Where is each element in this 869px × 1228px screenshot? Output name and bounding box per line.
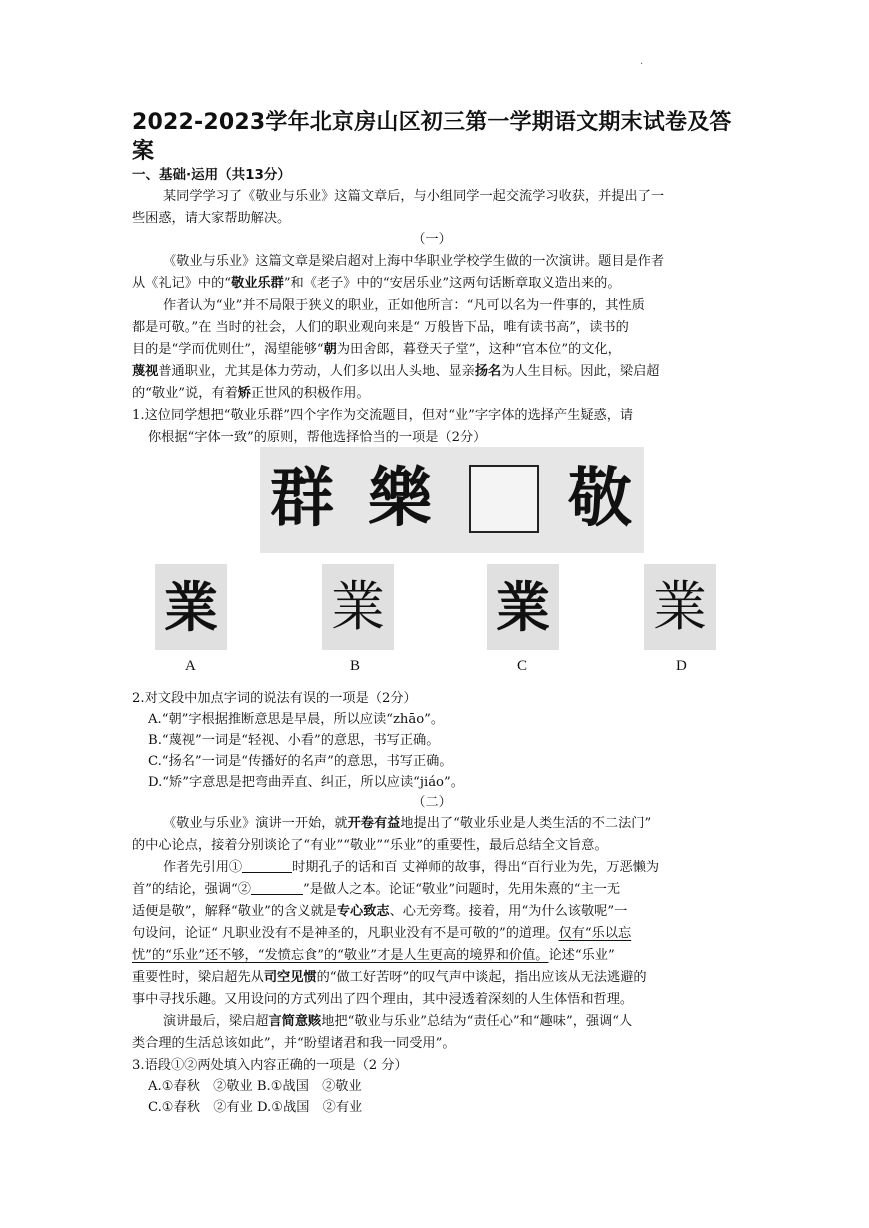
option-image-c[interactable] (487, 564, 559, 650)
text-span: 作者先引用① (163, 860, 243, 875)
dotted-term: 专心致志 (336, 904, 390, 919)
text-span: 地把“敬业与乐业”总结为“责任心”和“趣味”，强调“人 (321, 1014, 633, 1029)
text-span: 首”的结论，强调“② (132, 882, 251, 897)
choice-c: C.“扬名”一词是“传播好的名声”的意思，书写正确。 (148, 754, 453, 769)
question-2-stem: 2.对文段中加点字词的说法有误的一项是（2分） (132, 691, 417, 706)
choice-a: A.“朝”字根据推断意思是早晨，所以应读“zhāo”。 (148, 712, 445, 727)
option-label-a: A (185, 658, 196, 674)
underlined-sentence: 仅有“乐以忘 (558, 926, 632, 941)
part1-line: 作者认为“业”并不局限于狭义的职业，正如他所言：“凡可以名为一件事的，其性质 (163, 298, 645, 313)
dotted-term: 言简意赅 (268, 1014, 322, 1029)
text-span: 为田舍郎，暮登天子堂”，这种“官本位”的文化， (336, 342, 621, 357)
dotted-term: 开卷有益 (347, 816, 401, 831)
calligraphy-char: 樂 (368, 461, 432, 536)
dotted-term: 矫 (237, 386, 251, 401)
choice-b: B.“蔑视”一词是“轻视、小看”的意思，书写正确。 (148, 733, 440, 748)
option-image-d[interactable] (644, 564, 716, 650)
text-span: ”和《老子》中的“安居乐业”这两句话断章取义造出来的。 (283, 276, 621, 291)
part2-line (163, 857, 659, 879)
part-one-label: （一） (412, 232, 452, 247)
part1-line (132, 339, 621, 361)
fill-blank-1[interactable] (242, 858, 292, 873)
part2-line: 的中心论点，接着分别谈论了“有业”“敬业”“乐业”的重要性，最后总结全文旨意。 (132, 838, 608, 853)
text-span: 重要性时，梁启超先从 (132, 970, 264, 985)
part1-line (132, 273, 621, 295)
text-span: 论述“乐业” (548, 948, 615, 963)
text-span: 地提出了“敬业乐业是人类生活的不二法门” (400, 816, 652, 831)
part2-line (132, 967, 647, 989)
part1-line (132, 361, 660, 383)
calligraphy-char: 敬 (568, 461, 632, 536)
section-heading: 一、基础·运用（共13分） (132, 167, 291, 183)
calligraphy-char: 群 (270, 461, 334, 536)
option-label-d: D (676, 658, 687, 674)
underlined-sentence: 忧”的“乐业”还不够，“发愤忘食”的“敬业”才是人生更高的境界和价值。 (132, 948, 549, 963)
text-span: 时期孔子的话和百 丈禅师的故事，得出“百行业为先，万恶懒为 (292, 860, 660, 875)
option-image-a[interactable] (155, 564, 227, 650)
intro-line-2: 些困惑，请大家帮助解决。 (132, 211, 291, 226)
option-image-b[interactable] (322, 564, 394, 650)
fill-blank-2[interactable] (251, 880, 303, 895)
part-two-label: （二） (412, 795, 452, 810)
text-span: 适便是敬”，解释“敬业”的含义就是 (132, 904, 337, 919)
text-span: 普通职业，尤其是体力劳动，人们多以出人头地、显亲 (158, 364, 475, 379)
part2-line (132, 901, 627, 923)
dotted-term: 敬业乐群 (231, 276, 284, 291)
text-span: 《敬业与乐业》演讲一开始，就 (163, 816, 348, 831)
text-span: 正世风的积极作用。 (250, 386, 370, 401)
choice-d: D.“矫”字意思是把弯曲弄直、纠正，所以应读“jiáo”。 (148, 775, 464, 790)
blank-box (469, 465, 539, 533)
option-label-b: B (350, 658, 361, 674)
part1-line: 都是可敬。”在 当时的社会，人们的职业观向来是“ 万般皆下品，唯有读书高”，读书的 (132, 320, 629, 335)
dotted-term: 司空见惯 (263, 970, 317, 985)
part2-line: 事中寻找乐趣。又用设问的方式列出了四个理由，其中浸透着深刻的人生体悟和哲理。 (132, 992, 634, 1007)
choice-row-2: C.①春秋 ②有业 D.①战国 ②有业 (148, 1100, 363, 1115)
text-span: 、心无旁骛。接着，用“为什么该敬呢”一 (389, 904, 628, 919)
calligraphy-char: 業 (653, 575, 707, 638)
question-1-stem: 1.这位同学想把“敬业乐群”四个字作为交流题目，但对“业”字字体的选择产生疑惑，请 (132, 408, 634, 423)
text-span: 从《礼记》中的“ (132, 276, 232, 291)
dotted-term: 朝 (323, 342, 337, 357)
question-3-stem: 3.语段①②两处填入内容正确的一项是（2 分） (132, 1058, 408, 1073)
page-title: 2022-2023学年北京房山区初三第一学期语文期末试卷及答案 (132, 110, 732, 164)
text-span: 目的是“学而优则仕”，渴望能够“ (132, 342, 324, 357)
part2-line (163, 1011, 632, 1033)
text-span: 的“做工好苦呀”的叹气声中谈起，指出应该从无法逃避的 (316, 970, 647, 985)
part2-line: 类合理的生活总该如此”，并“盼望诸君和我一同受用”。 (132, 1036, 456, 1051)
text-span: 的“敬业”说，有着 (132, 386, 238, 401)
text-span: ”是做人之本。论证“敬业”问题时，先用朱熹的“主一无 (302, 882, 621, 897)
calligraphy-banner (260, 447, 644, 553)
part2-line (163, 813, 651, 835)
text-span: 演讲最后，梁启超 (163, 1014, 269, 1029)
text-span: 句设问，论证“ 凡职业没有不是神圣的，凡职业没有不是可敬的”的道理。 (132, 926, 559, 941)
calligraphy-char: 業 (164, 575, 218, 639)
part2-line (132, 879, 620, 901)
dotted-term: 扬名 (474, 364, 502, 379)
part1-line (132, 383, 370, 405)
intro-line-1: 某同学学习了《敬业与乐业》这篇文章后，与小组同学一起交流学习收获，并提出了一 (163, 189, 665, 204)
part1-line: 《敬业与乐业》这篇文章是梁启超对上海中华职业学校学生做的一次演讲。题目是作者 (163, 254, 665, 269)
choice-row-1: A.①春秋 ②敬业 B.①战国 ②敬业 (148, 1079, 362, 1094)
text-span: 为人生目标。因此，梁启超 (501, 364, 660, 379)
option-label-c: C (517, 658, 528, 674)
calligraphy-char: 業 (496, 575, 550, 639)
part2-line (132, 923, 631, 945)
question-1-stem: 你根据“字体一致”的原则，帮他选择恰当的一项是（2分） (148, 430, 487, 445)
part2-line (132, 945, 615, 967)
calligraphy-char: 業 (331, 575, 385, 638)
header-mark: . (640, 56, 644, 67)
dotted-term: 蔑视 (132, 364, 159, 379)
